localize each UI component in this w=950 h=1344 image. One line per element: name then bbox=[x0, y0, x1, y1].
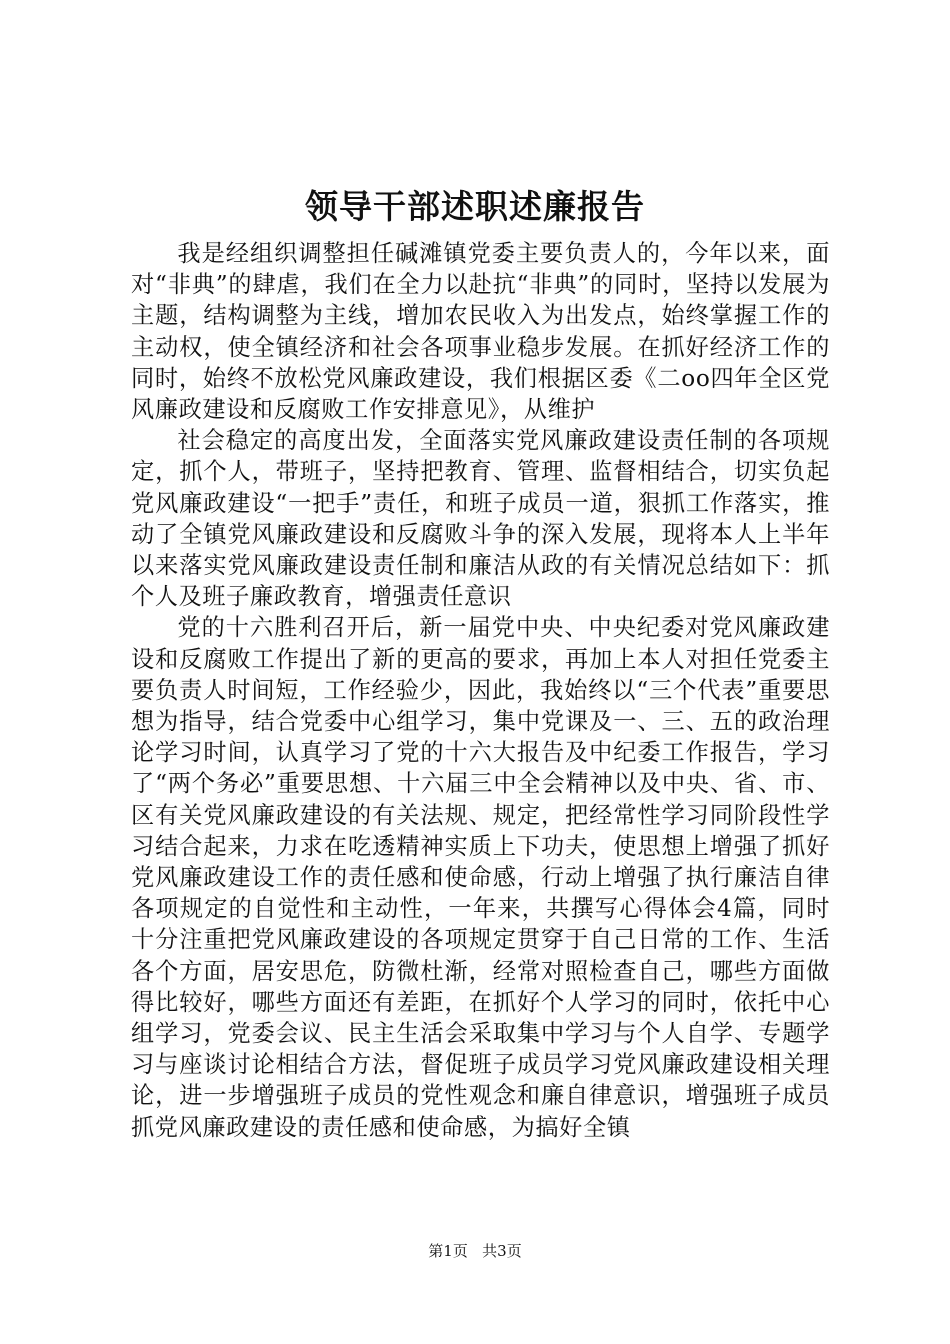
document-title: 领导干部述职述廉报告 bbox=[305, 187, 645, 226]
body-paragraph: 党的十六胜利召开后，新一届党中央、中央纪委对党风廉政建设和反腐败工作提出了新的更高的要求，再加上本人对担任党委主要负责人时间短，工作经验少，因此，我始终以“三个代表”重要思想为指导，结合党委中心组学习，集中党课及一、三、五的政治理论学习时间，认真学习了党的十六大报告及中纪委工作报告，学习了“两个务必”重要思想、十六届三中全会精神以及中央、省、市、区有关党风廉政建设的有关法规、规定，把经常性学习同阶段性学习结合起来，力求在吃透精神实质上下功夫，使思想上增强了抓好党风廉政建设工作的责任感和使命感，行动上增强了执行廉洁自律各项规定的自觉性和主动性，一年来，共撰写心得体会4篇，同时十分注重把党风廉政建设的各项规定贯穿于自己日常的工作、生活各个方面，居安思危，防微杜渐，经常对照检查自己，哪些方面做得比较好，哪些方面还有差距，在抓好个人学习的同时，依托中心组学习，党委会议、民主生活会采取集中学习与个人自学、专题学习与座谈讨论相结合方法，督促班子成员学习党风廉政建设相关理论，进一步增强班子成员的党性观念和廉自律意识，增强班子成员抓党风廉政建设的责任感和使命感，为搞好全镇 bbox=[131, 614, 830, 1141]
document-body bbox=[131, 238, 830, 1143]
body-paragraph: 我是经组织调整担任碱滩镇党委主要负责人的，今年以来，面对“非典”的肆虐，我们在全力以赴抗“非典”的同时，坚持以发展为主题，结构调整为主线，增加农民收入为出发点，始终掌握工作的主动权，使全镇经济和社会各项事业稳步发展。在抓好经济工作的同时，始终不放松党风廉政建设，我们根据区委《二oo四年全区党风廉政建设和反腐败工作安排意见》，从维护 bbox=[131, 240, 830, 424]
page-number: 第1页 bbox=[428, 1242, 468, 1260]
page-total: 共3页 bbox=[482, 1242, 522, 1260]
page-separator bbox=[473, 1242, 478, 1260]
page-footer bbox=[0, 1240, 950, 1262]
body-paragraph: 社会稳定的高度出发，全面落实党风廉政建设责任制的各项规定，抓个人，带班子，坚持把教育、管理、监督相结合，切实负起党风廉政建设“一把手”责任，和班子成员一道，狠抓工作落实，推动了全镇党风廉政建设和反腐败斗争的深入发展，现将本人上半年以来落实党风廉政建设责任制和廉洁从政的有关情况总结如下：抓个人及班子廉政教育，增强责任意识 bbox=[131, 427, 830, 611]
